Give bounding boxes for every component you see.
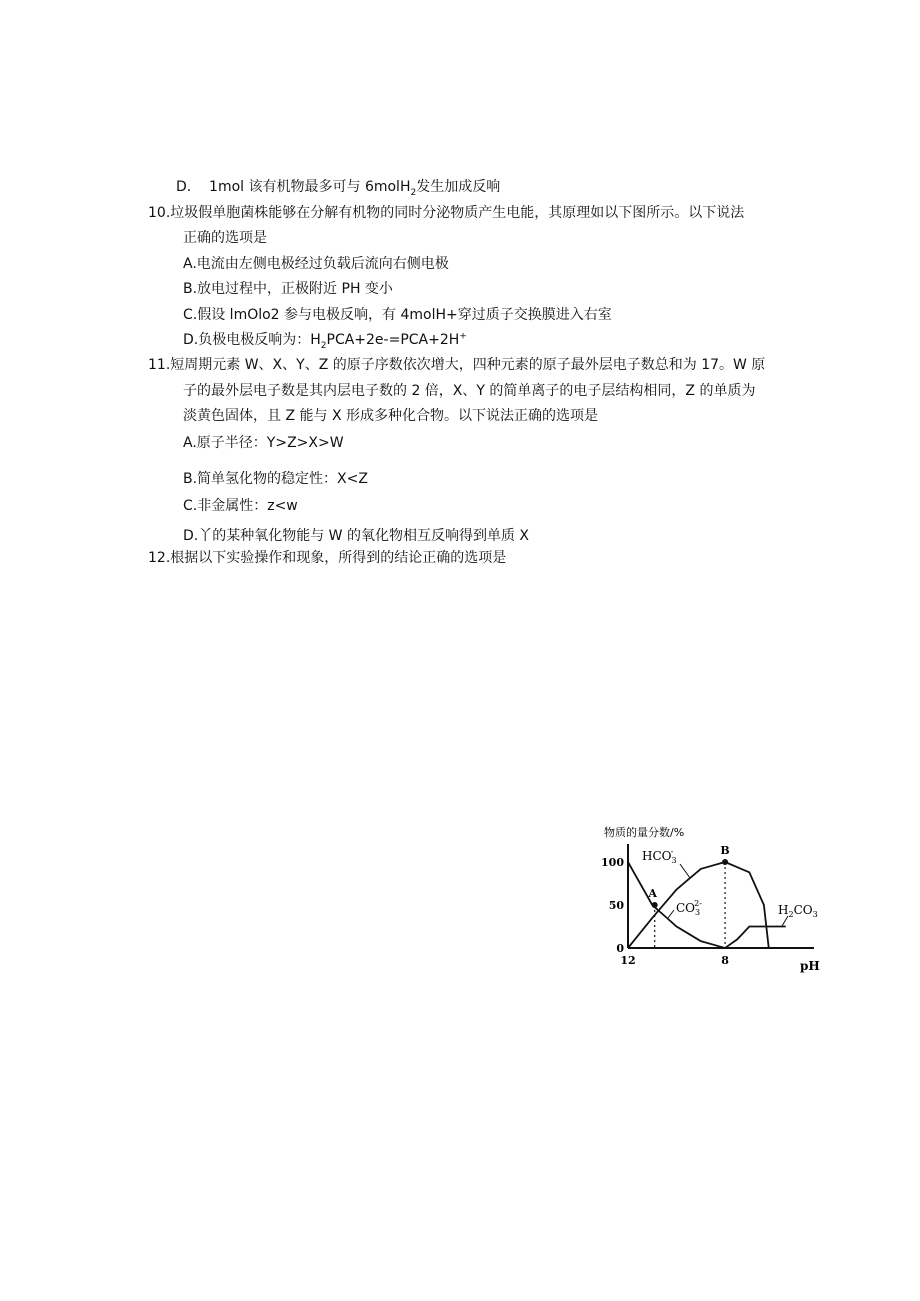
series-label-co32- [676, 899, 702, 917]
q10-stem-line-1: 10.垃圾假单胞菌株能够在分解有机物的同时分泌物质产生电能，其原理如以下图所示。以下说法 [148, 205, 745, 221]
series-label-h2co3 [778, 903, 818, 919]
series-label-hco3- [642, 847, 677, 865]
q11-option-a: A.原子半径：Y>Z>X>W [183, 435, 344, 451]
q11-stem-line-3: 淡黄色固体，且 Z 能与 X 形成多种化合物。以下说法正确的选项是 [183, 408, 598, 424]
point-label-b: B [720, 844, 730, 857]
series-leader-co32- [668, 910, 674, 918]
y-tick-label: 100 [601, 856, 624, 869]
chart-svg [598, 822, 828, 982]
point-a [652, 902, 658, 908]
chart-labels [642, 844, 818, 948]
q11-stem-line-1: 11.短周期元素 W、X、Y、Z 的原子序数依次增大，四种元素的原子最外层电子数总和为 17。W 原 [148, 357, 766, 373]
q9-option-d-text-b: 发生加成反响 [416, 179, 501, 195]
species-fraction-chart [598, 822, 828, 982]
series-label-main: HCO [642, 849, 672, 863]
point-b [722, 859, 728, 865]
x-tick-label: 12 [620, 954, 636, 967]
q10-option-b: B.放电过程中，正极附近 PH 变小 [183, 281, 393, 297]
q10-stem-line-2: 正确的选项是 [183, 230, 267, 246]
q10-option-d-sup: + [459, 331, 467, 342]
q9-option-d-sub: 2 [410, 187, 417, 198]
chart-ylabel: 物质的量分数/% [604, 826, 685, 839]
series-label-sub: 3 [671, 856, 677, 865]
x-tick-label: 8 [721, 954, 729, 967]
chart-series [628, 862, 789, 948]
q12-stem: 12.根据以下实验操作和现象，所得到的结论正确的选项是 [148, 550, 507, 566]
series-label-tail: CO [793, 903, 813, 917]
series-label-tail-sub: 3 [812, 910, 818, 919]
series-label-main: H [778, 903, 789, 917]
q10-option-d-text-a: D.负极电极反响为：H [183, 332, 321, 348]
series-leader-h2co3 [782, 916, 788, 926]
q11-option-d: D.丫的某种氧化物能与 W 的氧化物相互反响得到单质 X [183, 528, 530, 544]
q10-option-d [183, 331, 467, 349]
y-tick-label: 50 [608, 899, 624, 912]
q11-option-c: C.非金属性：z<w [183, 498, 298, 514]
q10-option-c: C.假设 lmOlo2 参与电极反响，有 4molH+穿过质子交换膜进入右室 [183, 307, 612, 323]
q10-option-d-text-b: PCA+2e-=PCA+2H [326, 332, 460, 348]
q10-option-a: A.电流由左侧电极经过负载后流向右侧电极 [183, 256, 449, 272]
chart-xlabel: pH [800, 959, 820, 973]
series-label-sub: 2 [788, 910, 794, 919]
series-label-sup: 2- [694, 899, 702, 908]
point-label-a: A [648, 887, 657, 900]
series-label-main: CO [676, 901, 696, 915]
q11-stem-line-2: 子的最外层电子数是其内层电子数的 2 倍，X、Y 的简单离子的电子层结构相同，Z 的单质为 [183, 383, 756, 399]
series-label-sup: - [670, 847, 674, 856]
q11-option-b: B.简单氢化物的稳定性：X<Z [183, 471, 368, 487]
series-line-h2co3 [725, 927, 786, 949]
q9-option-d-prefix: D. [176, 179, 192, 195]
series-label-sub: 3 [695, 908, 701, 917]
q9-option-d [176, 178, 500, 196]
q10-option-d-sub: 2 [320, 340, 327, 351]
q9-option-d-text-a: 1mol 该有机物最多可与 6molH [209, 179, 411, 195]
y-tick-label: 0 [616, 942, 624, 955]
series-leader-hco3- [680, 864, 690, 878]
